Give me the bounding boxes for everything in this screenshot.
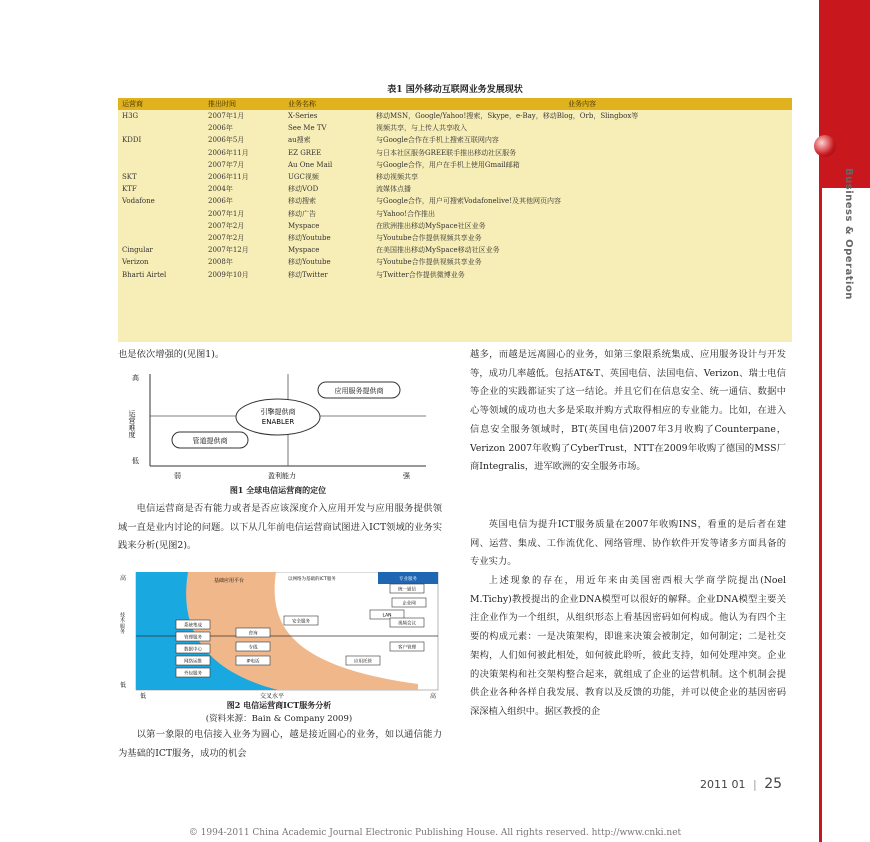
- table-cell: 移动Youtube: [288, 258, 331, 267]
- fig2-box-label: 统一通信: [398, 587, 416, 593]
- fig2-x-low: 低: [140, 693, 147, 700]
- rail-block: [822, 0, 870, 188]
- table-row: [118, 183, 792, 195]
- rail-ball-icon: [814, 135, 836, 157]
- table-cell: 2007年2月: [208, 233, 245, 242]
- table-cell: 2007年12月: [208, 246, 249, 255]
- table-cell: Cingular: [122, 246, 153, 255]
- table-cell: 与Google合作在手机上搜索互联网内容: [376, 136, 499, 145]
- fig2-box-label: 应用托管: [354, 659, 372, 665]
- fig1-y-low: 低: [132, 457, 139, 465]
- issue-label: 2011 01: [700, 778, 746, 791]
- fig2-box-label: 企业网: [402, 601, 416, 607]
- table-row: [118, 122, 792, 134]
- fig2-box-label: 视频会议: [398, 621, 416, 627]
- table-cell: 2007年2月: [208, 221, 245, 230]
- business-table: [118, 98, 792, 342]
- table-header: 业务名称: [284, 98, 372, 110]
- table-cell: H3G: [122, 112, 139, 121]
- table-cell: 与Google合作，用户在手机上使用Gmail邮箱: [376, 160, 520, 169]
- fig2-y-low: 低: [120, 682, 127, 689]
- table-header: 推出时间: [204, 98, 284, 110]
- table-row: [118, 134, 792, 146]
- fig2-box-label: 咨询: [248, 631, 258, 637]
- fig1-enabler-ellipse: [236, 399, 320, 435]
- fig2-box-label: 数据中心: [184, 647, 202, 653]
- table-row: [118, 195, 792, 207]
- fig2-box-label: IP电话: [246, 659, 260, 665]
- fig1-caption: 图1 全球电信运营商的定位: [229, 485, 327, 495]
- fig1-x-label: 盈利能力: [268, 472, 296, 480]
- table-cell: 2006年5月: [208, 136, 245, 145]
- fig1-app-label: 应用服务提供商: [334, 387, 384, 395]
- table-cell: 2006年11月: [208, 148, 249, 157]
- table-header: 业务内容: [372, 98, 792, 110]
- table-cell: 与日本社区服务GREE联手推出移动社区服务: [376, 148, 517, 157]
- table-cell: au搜索: [288, 136, 311, 145]
- table-cell: [118, 147, 204, 159]
- fig2-box-label: 外包服务: [184, 671, 202, 677]
- table-row: [118, 171, 792, 183]
- table-cell: 移动搜索: [288, 197, 316, 206]
- table-cell: 在美国推出移动MySpace移动社区业务: [376, 246, 500, 255]
- table-row: [118, 220, 792, 232]
- page-number: [700, 776, 782, 792]
- table-row: [118, 268, 792, 280]
- fig2-y-high: 高: [120, 575, 127, 582]
- table-cell: 移动Youtube: [288, 233, 331, 242]
- fig2-box-label: LAN: [382, 613, 392, 619]
- table-cell: 移动MSN，Google/Yahoo!搜索，Skype，e-Bay，移动Blog，Orb，Slingbox等: [376, 112, 639, 121]
- fig2-box-label: 安全服务: [292, 619, 310, 625]
- table-cell: KTF: [122, 185, 137, 194]
- table-cell: SKT: [122, 173, 137, 182]
- table-caption: 表1 国外移动互联网业务发展现状: [387, 85, 523, 95]
- table-row: [118, 208, 792, 220]
- figure-1: [128, 370, 428, 482]
- table-cell: 2006年11月: [208, 173, 249, 182]
- fig2-box-label: 管理服务: [184, 635, 202, 641]
- fig2-x-mid: 交叉水平: [260, 693, 285, 700]
- right-para-1: 越多，而越是远离圆心的业务，如第三象限系统集成、应用服务设计与开发等，成功几率越低。包括AT&T、英国电信、法国电信、Verizon、瑞士电信等企业的实践都证实了这一结论。并且它们在信息安全、统一通信、数据中心等领域的成功也大多是采取并购方式取得相应的专业能力。比如，在进入信息安全服务领域时，BT(英国电信)2007年3月收购了Counterpane，Verizon 2007年收购了CyberTrust，NTT在2009年收购了德国的MSS厂商Integralis，进军欧洲的安全服务市场。: [470, 349, 786, 473]
- fig1-enabler-sub: ENABLER: [261, 418, 295, 426]
- table-row: [118, 147, 792, 159]
- figure-2: [118, 572, 440, 700]
- fig2-box-label: 网络运维: [184, 659, 202, 665]
- table-cell: KDDI: [122, 136, 142, 145]
- para-1: 电信运营商是否有能力或者是否应该深度介入应用开发与应用服务提供领域一直是业内讨论的问题。以下从几年前电信运营商试图进入ICT领域的业务实践来分析(见图2)。: [118, 503, 442, 552]
- right-para-3: 上述现象的存在，用近年来由美国密西根大学商学院提出(Noel M.Tichy)教授提出的企业DNA模型可以很好的解释。企业DNA模型主要关注企业作为一个组织，从组织形态上看基因密码如何构成。他认为有四个主要的构成元素：一是决策架构，即谁来决策会被制定，如何制定；二是社交架构，人们如何被此相处，如何彼此聆听，彼此支持，如何处理冲突。企业的决策架构和社交架构整合起来，就组成了企业的运营机制。这个机制会提供企业各种各样自我发展、教育以及反馈的功能，并可以使企业的基因密码深深植入组织中。据区教授的企: [470, 575, 786, 717]
- fig1-y-label: 运营难度: [128, 410, 136, 438]
- fig2-y-label: 技术·服务: [119, 612, 125, 634]
- table-cell: [118, 220, 204, 232]
- fig1-enabler-label: 引擎提供商: [260, 408, 296, 416]
- table-cell: 2006年: [208, 197, 233, 206]
- table-cell: [118, 159, 204, 171]
- table-cell: X-Series: [288, 112, 318, 121]
- section-label: Business & Operation: [843, 168, 854, 300]
- table-cell: 与Youtube合作提供视频共享业务: [376, 258, 482, 267]
- table-cell: 2008年: [208, 258, 233, 267]
- table-cell: [118, 232, 204, 244]
- table-cell: 2007年7月: [208, 160, 245, 169]
- table-cell: 2007年1月: [208, 209, 245, 218]
- fig1-pipe-label: 管道提供商: [192, 437, 228, 445]
- table-cell: See Me TV: [288, 124, 327, 133]
- table-cell: Au One Mail: [288, 160, 333, 169]
- fig1-y-high: 高: [132, 374, 139, 382]
- table-cell: 与Twitter合作提供微博业务: [376, 270, 465, 279]
- table-cell: 与Yahoo!合作推出: [376, 209, 436, 218]
- table-cell: 移动VOD: [288, 185, 319, 194]
- fig2-box-label: 专线: [248, 645, 258, 651]
- table-cell: 2009年10月: [208, 270, 249, 279]
- table-cell: 移动广告: [288, 209, 316, 218]
- fig1-x-high: 强: [403, 472, 410, 480]
- table-row: [118, 159, 792, 171]
- copyright-footer: © 1994-2011 China Academic Journal Electronic Publishing House. All rights reserved. http://www.cnki.net: [188, 828, 682, 838]
- table-header: 运营商: [118, 98, 204, 110]
- fig2-zone-right-label: 专业服务: [399, 577, 417, 582]
- table-cell: Myspace: [288, 221, 320, 230]
- page-separator: |: [753, 778, 757, 791]
- table-row: [118, 232, 792, 244]
- table-cell: Myspace: [288, 246, 320, 255]
- fig2-zone-mid-label: 以网络为基础的ICT服务: [288, 577, 336, 582]
- table-cell: 视频共享，与上传人共享收入: [376, 124, 467, 133]
- table-cell: [118, 208, 204, 220]
- table-cell: [118, 122, 204, 134]
- table-cell: Bharti Airtel: [122, 270, 167, 279]
- fig2-box-label: 系统集成: [184, 623, 202, 629]
- table-cell: 2004年: [208, 185, 233, 194]
- table-row: [118, 256, 792, 268]
- table-header-row: [118, 98, 792, 110]
- table-cell: Verizon: [122, 258, 149, 267]
- table-cell: 2006年: [208, 124, 233, 133]
- table-cell: 与Google合作，用户可搜索Vodafonelive!及其他网页内容: [376, 197, 562, 206]
- table-cell: UGC视频: [288, 173, 319, 182]
- table-cell: Vodafone: [122, 197, 155, 206]
- fig2-box-label: 客户管理: [398, 645, 416, 651]
- fig2-zone-left-label: 基础应用平台: [214, 578, 245, 584]
- page-num-value: 25: [764, 776, 783, 792]
- right-para-2: 英国电信为提升ICT服务质量在2007年收购INS，看重的是后者在建网、运营、集成、工作流优化、网络管理、协作软件开发等诸多方面具备的专业实力。: [470, 519, 786, 568]
- fig2-x-high: 高: [430, 693, 437, 700]
- table-cell: 移动Twitter: [288, 270, 328, 279]
- fig2-source: (资料来源：Bain & Company 2009): [205, 714, 353, 724]
- table-cell: 流媒体点播: [376, 185, 411, 194]
- table-row: [118, 244, 792, 256]
- fig1-x-low: 弱: [174, 472, 181, 480]
- table-cell: 与Youtube合作提供视频共享业务: [376, 233, 482, 242]
- table-cell: EZ GREE: [288, 148, 322, 157]
- table-cell: 在欧洲推出移动MySpace社区业务: [376, 221, 486, 230]
- fig2-caption: 图2 电信运营商ICT服务分析: [226, 700, 332, 710]
- para-intro: 也是依次增强的(见图1)。: [118, 349, 225, 360]
- table-cell: 移动视频共享: [376, 173, 418, 182]
- table-cell: 2007年1月: [208, 112, 245, 121]
- para-2: 以第一象限的电信接入业务为圆心，越是接近圆心的业务，如以通信能力为基础的ICT服务，成功的机会: [118, 729, 442, 759]
- table-row: [118, 110, 792, 122]
